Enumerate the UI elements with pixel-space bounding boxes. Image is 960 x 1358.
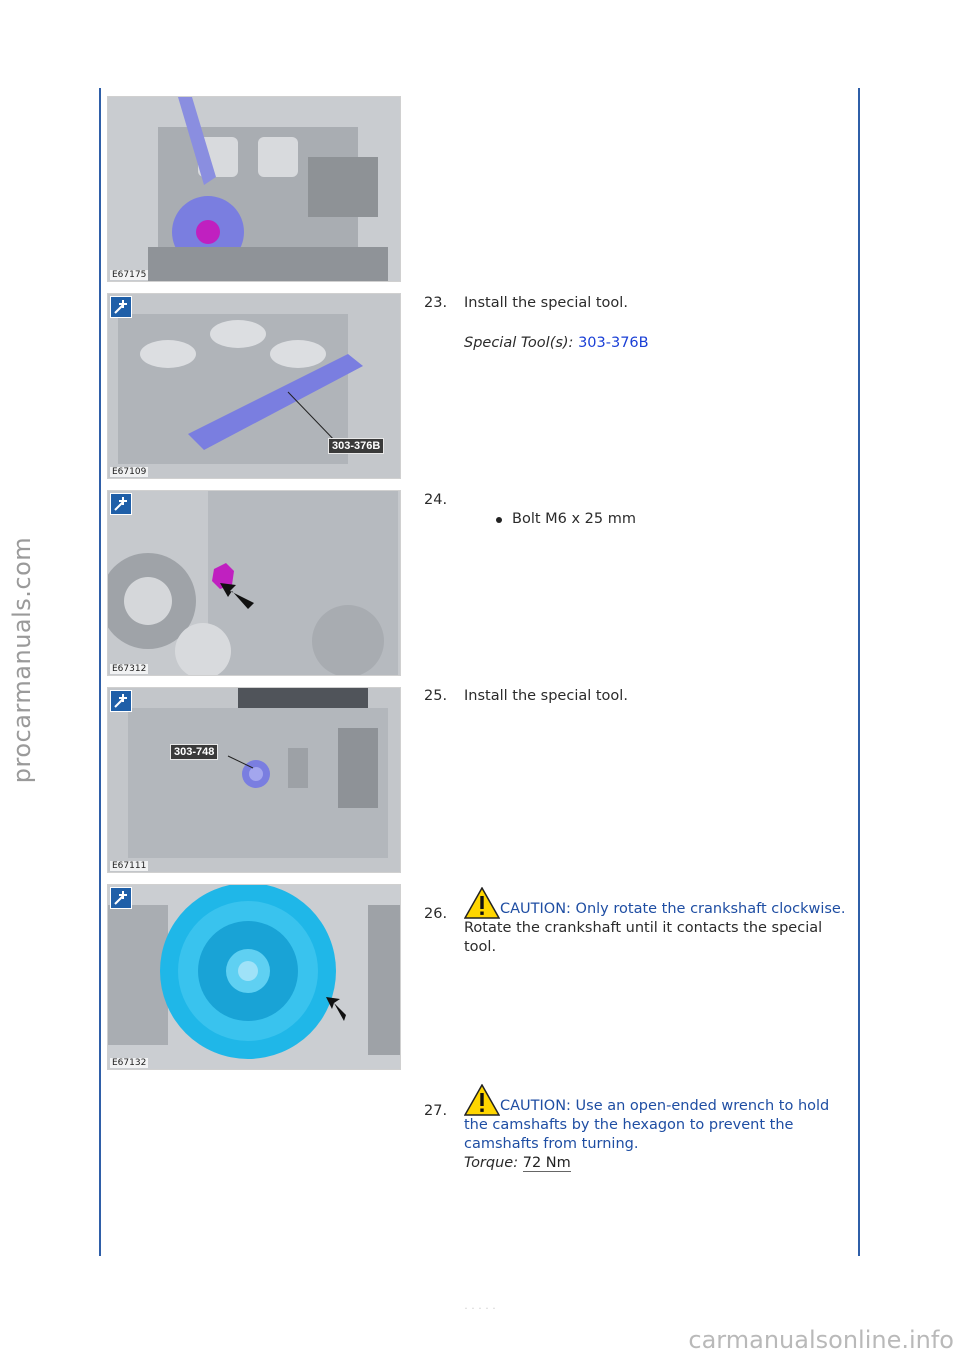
caution-note [464, 887, 854, 919]
step-text: Install the special tool. [464, 295, 628, 311]
timing-cover-illustration [108, 491, 400, 675]
step-number: 27. [424, 1103, 448, 1119]
list-item: Bolt M6 x 25 mm [464, 510, 854, 529]
caution-text: CAUTION: Only rotate the crankshaft clockwise. [500, 901, 846, 917]
step-text: Rotate the crankshaft until it contacts the special tool. [464, 920, 823, 955]
step-text: Install the special tool. [464, 688, 628, 704]
zoom-icon[interactable] [110, 296, 132, 318]
tool-callout: 303-748 [170, 744, 218, 760]
figure-label: E67132 [112, 1058, 147, 1068]
page-number: · · · · · [464, 1302, 496, 1315]
special-tool-label: Special Tool(s): [464, 335, 574, 351]
zoom-icon[interactable] [110, 887, 132, 909]
zoom-icon[interactable] [110, 493, 132, 515]
step-number: 24. [424, 492, 448, 508]
warning-icon [464, 1084, 500, 1116]
step-number: 26. [424, 906, 448, 922]
step-number: 25. [424, 688, 448, 704]
engine-block-illustration [108, 688, 400, 872]
caution-note [464, 1084, 854, 1154]
engine-illustration [108, 97, 400, 281]
figure-e67312 [107, 490, 401, 676]
left-margin-rule [99, 88, 101, 1256]
figure-label: E67175 [112, 270, 147, 280]
torque-value[interactable]: 72 Nm [522, 1155, 571, 1171]
figure-e67109 [107, 293, 401, 479]
figure-e67132 [107, 884, 401, 1070]
figure-e67111 [107, 687, 401, 873]
bullet-list [464, 510, 854, 529]
tool-callout: 303-376B [328, 438, 384, 454]
caution-text: CAUTION: Use an open-ended wrench to hold the camshafts by the hexagon to prevent the camshafts from turning. [464, 1098, 830, 1152]
warning-icon [464, 887, 500, 919]
step-number: 23. [424, 295, 448, 311]
side-watermark: procarmanuals.com [8, 536, 36, 784]
footer-watermark: carmanualsonline.info [688, 1326, 954, 1354]
crankshaft-pulley-illustration [108, 885, 400, 1069]
torque-label: Torque: [464, 1155, 519, 1171]
zoom-icon[interactable] [110, 690, 132, 712]
right-margin-rule [858, 88, 860, 1256]
torque-line [464, 1154, 854, 1173]
special-tool-line [464, 334, 854, 353]
figure-label: E67109 [112, 467, 147, 477]
figure-label: E67111 [112, 861, 147, 871]
figure-label: E67312 [112, 664, 147, 674]
figure-e67175 [107, 96, 401, 282]
special-tool-link[interactable]: 303-376B [578, 335, 649, 351]
